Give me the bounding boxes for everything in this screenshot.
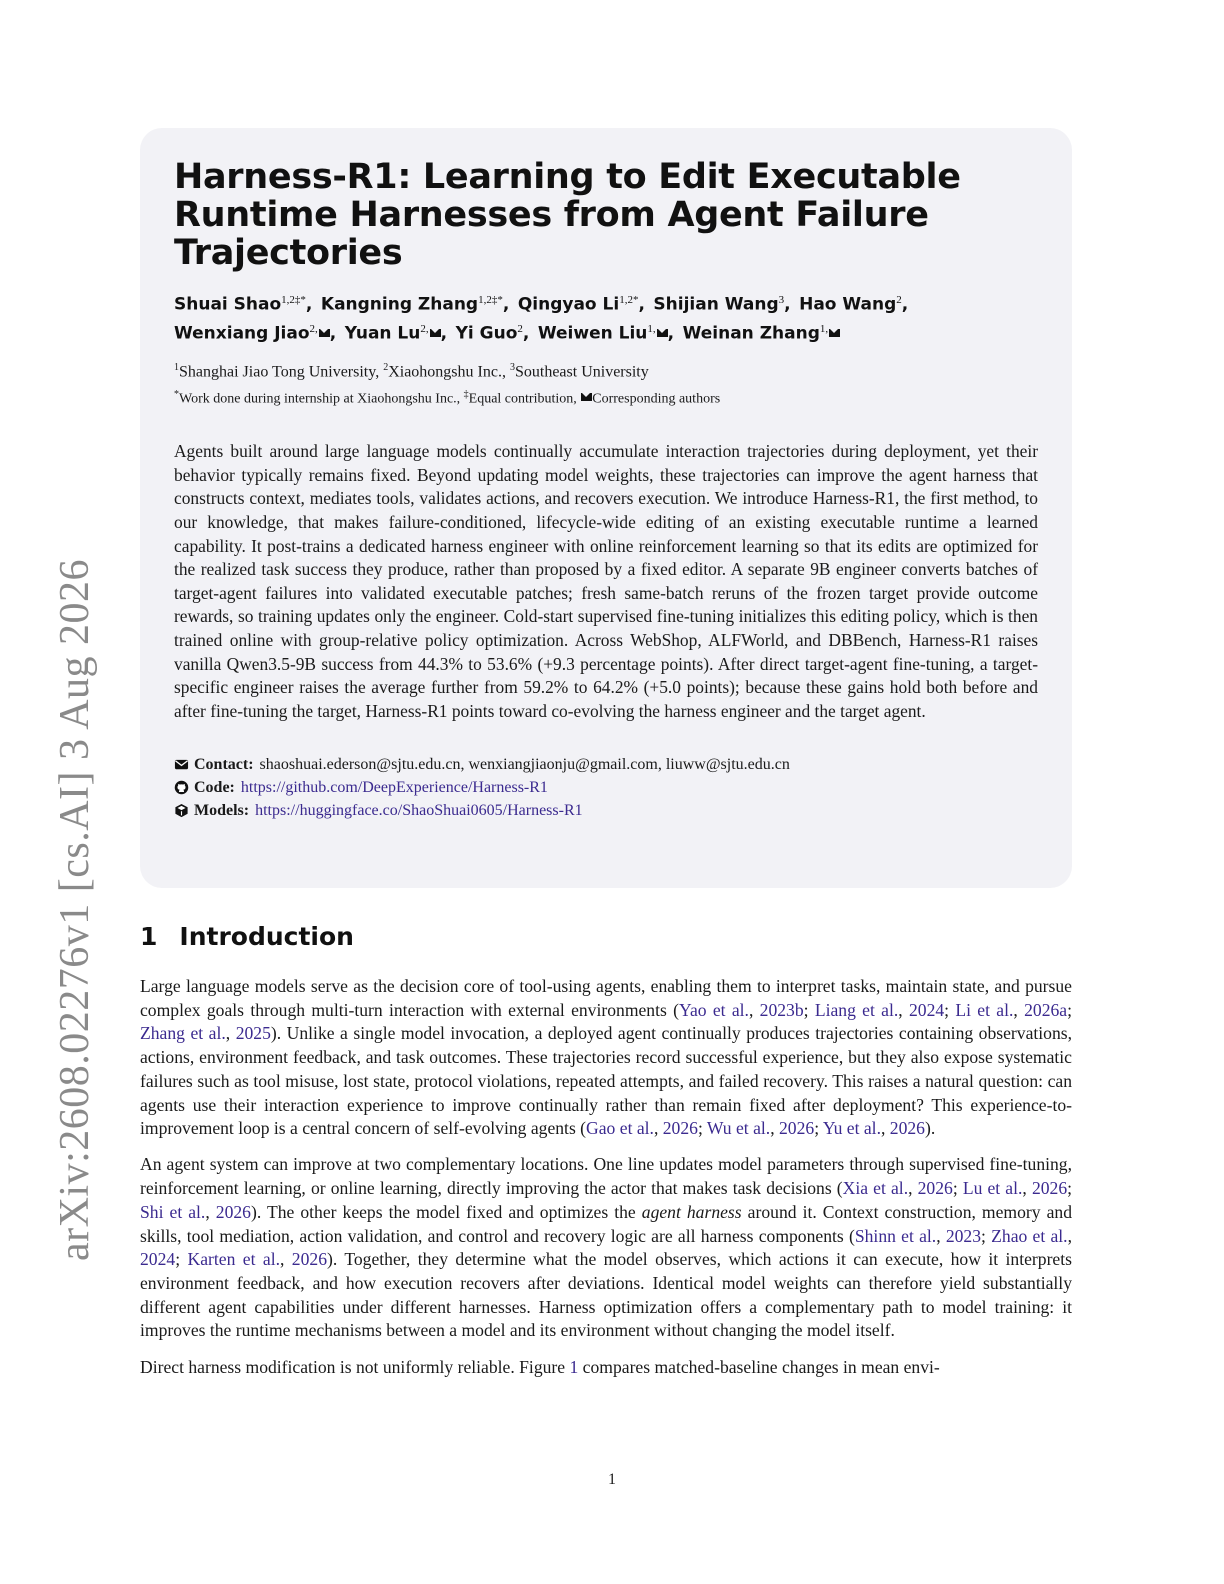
text-run: ;: [814, 1118, 823, 1139]
text-run: An agent system can improve at two complementary locations. One line updates model parameters through supervised fine-tuning, reinforcement learning, or online learning, directly improving the actor that makes task decisions (: [140, 1154, 1072, 1199]
text-run: ,: [205, 1201, 216, 1222]
affiliations: $^1$Shanghai Jiao Tong University, $^2$Xiaohongshu Inc., $^3$Southeast University: [174, 362, 649, 381]
citation-link[interactable]: 2025: [235, 1023, 271, 1044]
emphasized-text: agent harness: [641, 1201, 742, 1222]
author-name: Shijian Wang: [653, 294, 779, 315]
text-run: ;: [803, 999, 815, 1020]
text-run: ,: [880, 1118, 890, 1139]
citation-link[interactable]: 2023b: [759, 999, 804, 1020]
citation-link[interactable]: Xia et al.: [842, 1178, 909, 1199]
citation-link[interactable]: Zhang et al.: [140, 1023, 226, 1044]
text-run: ,: [225, 1023, 236, 1044]
text-run: ,: [936, 1225, 946, 1246]
citation-link[interactable]: 1: [569, 1356, 579, 1377]
citation-link[interactable]: 2026: [889, 1118, 925, 1139]
introduction-body: [140, 975, 1072, 1392]
text-run: ).: [924, 1118, 936, 1139]
section-number: 1: [140, 922, 158, 951]
text-run: ,: [908, 1178, 918, 1199]
text-run: ;: [944, 999, 956, 1020]
citation-link[interactable]: 2026: [1031, 1178, 1068, 1199]
author-affiliation-marker: 3: [778, 294, 785, 306]
affiliation-marker: 2: [383, 362, 389, 374]
text-run: ,: [279, 1249, 292, 1270]
body-paragraph: [140, 1153, 1072, 1343]
contact-row: [174, 753, 1038, 776]
author-name: Qingyao Li: [517, 294, 620, 315]
citation-link[interactable]: Yao et al.: [679, 999, 749, 1020]
title-abstract-box: [140, 128, 1072, 888]
page-number: 1: [608, 1471, 616, 1488]
citation-link[interactable]: Liang et al.: [814, 999, 899, 1020]
text-run: ,: [748, 999, 760, 1020]
abstract: Agents built around large language models continually accumulate interaction trajectories during deployment, yet their behavior typically remains fixed. Beyond updating model weights, these trajectories can improve the agent harness that constructs context, mediates tools, validates actions, and recovers execution. We introduce Harness-R1, the first method, to our knowledge, that makes failure-conditioned, lifecycle-wide editing of an existing executable runtime a learned capability. It post-trains a dedicated harness engineer with online reinforcement learning so that its edits are optimized for the realized task success they produce, rather than proposed by a fixed editor. A separate 9B engineer converts batches of target-agent failures into validated executable patches; fresh same-batch reruns of the frozen target provide outcome rewards, so training updates only the engineer. Cold-start supervised fine-tuning initializes this editing policy, which is then trained online with group-relative policy optimization. Across WebShop, ALFWorld, and DBBench, Harness-R1 raises vanilla Qwen3.5-9B success from 44.3% to 53.6% (+9.3 percentage points). After direct target-agent fine-tuning, a target-specific engineer raises the average further from 59.2% to 64.2% (+5.0 points); because these gains hold both before and after fine-tuning the target, Harness-R1 points toward co-evolving the harness engineer and the target agent.: [174, 441, 1038, 721]
text-run: ;: [1067, 1178, 1073, 1199]
text-run: ;: [952, 1178, 963, 1199]
citation-link[interactable]: 2024: [140, 1249, 176, 1270]
author-affiliation-marker: 1,2‡*: [478, 294, 503, 306]
citation-link[interactable]: Shi et al.: [140, 1201, 206, 1222]
envelope-icon: [430, 329, 441, 337]
affiliation-marker: 3: [509, 362, 515, 374]
citation-link[interactable]: Yu et al.: [822, 1118, 881, 1139]
author-name: Wenxiang Jiao: [174, 323, 310, 344]
author-affiliation-marker: 1,2*: [619, 294, 639, 306]
text-run: compares matched-baseline changes in mean envi-: [578, 1356, 940, 1377]
note-internship: Work done during internship at Xiaohongshu Inc.,: [179, 391, 461, 407]
author-affiliation-marker: 2,: [420, 322, 429, 335]
envelope-icon: [657, 329, 668, 337]
contact-label: Contact:: [194, 756, 254, 774]
author-name: Yi Guo: [455, 323, 518, 344]
citation-link[interactable]: Zhao et al.: [991, 1225, 1068, 1246]
citation-link[interactable]: 2026: [779, 1118, 815, 1139]
citation-link[interactable]: Li et al.: [955, 999, 1014, 1020]
author-affiliation-marker: 2: [896, 294, 902, 306]
author-affiliation-marker: 2,: [309, 322, 318, 335]
section-heading: [140, 922, 354, 951]
text-run: around it. Context construction, memory and skills, tool mediation, action validation, and control and recovery logic are all harness components (: [140, 1201, 1073, 1246]
github-icon: [174, 780, 189, 795]
note-equal: Equal contribution,: [468, 391, 577, 407]
author-affiliation-marker: 2: [517, 322, 523, 335]
author-list: Shuai Shao$^{1,2\ddagger*}$, Kangning Zhang$^{1,2\ddagger*}$, Qingyao $Li^{1,2*}$, Shijian Wang$^3$, Hao Wang$^2$, Wenxiang Jiao$^{2,}$ , Yuan $Lu^{2,}$ , Yi Guo$^2$, Weiwen Liu$^{1,}$ , Weinan Zhang$^{1,}$: [174, 294, 917, 344]
citation-link[interactable]: 2026: [215, 1201, 251, 1222]
text-run: Large language models serve as the decision core of tool-using agents, enabling them to interpret tasks, maintain state, and pursue complex goals through multi-turn interaction with external environments (: [140, 976, 1072, 1020]
affiliation-marker: 1: [174, 362, 179, 374]
author-notes: *Work done during internship at Xiaohongshu Inc., ‡Equal contribution, Corresponding authors: [174, 388, 721, 407]
cube-icon: [174, 803, 189, 818]
citation-link[interactable]: 2024: [908, 999, 945, 1020]
text-run: ;: [697, 1118, 707, 1139]
models-row: [174, 799, 1038, 822]
section-title: Introduction: [179, 922, 354, 951]
affiliation-name: Shanghai Jiao Tong University: [179, 363, 376, 381]
code-label: Code:: [194, 779, 235, 797]
note-corresponding: Corresponding authors: [592, 391, 721, 407]
arxiv-watermark: [20, 558, 130, 1262]
citation-link[interactable]: Karten et al.: [187, 1249, 280, 1270]
text-run: ,: [653, 1118, 663, 1139]
author-affiliation-marker: 1,2‡*: [281, 294, 306, 306]
models-label: Models:: [194, 802, 250, 820]
text-run: ;: [1067, 999, 1072, 1020]
citation-link[interactable]: Lu et al.: [962, 1178, 1023, 1199]
citation-link[interactable]: 2026: [917, 1178, 953, 1199]
text-run: ,: [1013, 999, 1025, 1020]
citation-link[interactable]: 2026: [662, 1118, 698, 1139]
text-run: ;: [175, 1249, 188, 1270]
paper-title: Harness-R1: Learning to Edit Executable Runtime Harnesses from Agent Failure Trajectories: [174, 157, 961, 273]
code-row: [174, 776, 1038, 799]
author-affiliation-marker: 1,: [819, 322, 829, 335]
citation-link[interactable]: Gao et al.: [586, 1118, 654, 1139]
text-run: ). Together, they determine what the model observes, which actions it can execute, how it interprets environment feedback, and how execution recovers after deviations. Identical model weights can therefore yield substantially different agent capabilities under different harnesses. Harness optimization offers a complementary path to model training: it improves the runtime mechanisms between a model and its environment without changing the model itself.: [140, 1249, 1072, 1341]
text-run: Direct harness modification is not uniformly reliable. Figure: [140, 1356, 570, 1377]
envelope-icon: [581, 393, 592, 401]
text-run: ,: [1067, 1225, 1072, 1246]
code-link[interactable]: https://github.com/DeepExperience/Harness-R1: [240, 779, 548, 797]
author-name: Kangning Zhang: [320, 294, 479, 315]
body-paragraph: [140, 1356, 1072, 1380]
affiliation-name: Southeast University: [514, 363, 649, 381]
text-run: ). The other keeps the model fixed and optimizes the: [250, 1201, 642, 1222]
contact-emails[interactable]: shaoshuai.ederson@sjtu.edu.cn, wenxiangjiaonju@gmail.com, liuww@sjtu.edu.cn: [259, 756, 790, 774]
citation-link[interactable]: 2026a: [1024, 999, 1068, 1020]
text-run: ,: [898, 999, 909, 1020]
citation-link[interactable]: 2023: [945, 1225, 982, 1246]
envelope-icon: [174, 757, 189, 772]
citation-link[interactable]: 2026: [291, 1249, 327, 1270]
text-run: ;: [981, 1225, 992, 1246]
citation-link[interactable]: Wu et al.: [706, 1118, 771, 1139]
text-run: ,: [770, 1118, 779, 1139]
citation-link[interactable]: Shinn et al.: [854, 1225, 937, 1246]
resource-links: [174, 753, 1038, 822]
envelope-icon: [319, 329, 330, 337]
author-name: Yuan Lu: [344, 323, 421, 344]
author-name: Shuai Shao: [174, 294, 282, 315]
models-link[interactable]: https://huggingface.co/ShaoShuai0605/Harness-R1: [255, 802, 583, 820]
affiliation-name: Xiaohongshu Inc.: [388, 363, 502, 381]
text-run: ). Unlike a single model invocation, a deployed agent continually produces trajectories containing observations, actions, environment feedback, and task outcomes. These trajectories record successful experience, but they also expose systematic failures such as tool misuse, lost state, protocol violations, repeated attempts, and failed recovery. This raises a natural question: can agents use their interaction experience to improve continually rather than remain fixed after deployment? This experience-to-improvement loop is a central concern of self-evolving agents (: [140, 1023, 1073, 1139]
author-name: Hao Wang: [799, 294, 897, 315]
author-affiliation-marker: 1,: [647, 322, 656, 335]
body-paragraph: [140, 975, 1072, 1141]
envelope-icon: [829, 329, 840, 337]
author-name: Weiwen Liu: [537, 323, 648, 344]
author-name: Weinan Zhang: [682, 323, 820, 344]
text-run: ,: [1022, 1178, 1032, 1199]
arxiv-stamp[interactable]: arXiv:2608.02276v1 [cs.AI] 3 Aug 2026: [52, 558, 98, 1262]
